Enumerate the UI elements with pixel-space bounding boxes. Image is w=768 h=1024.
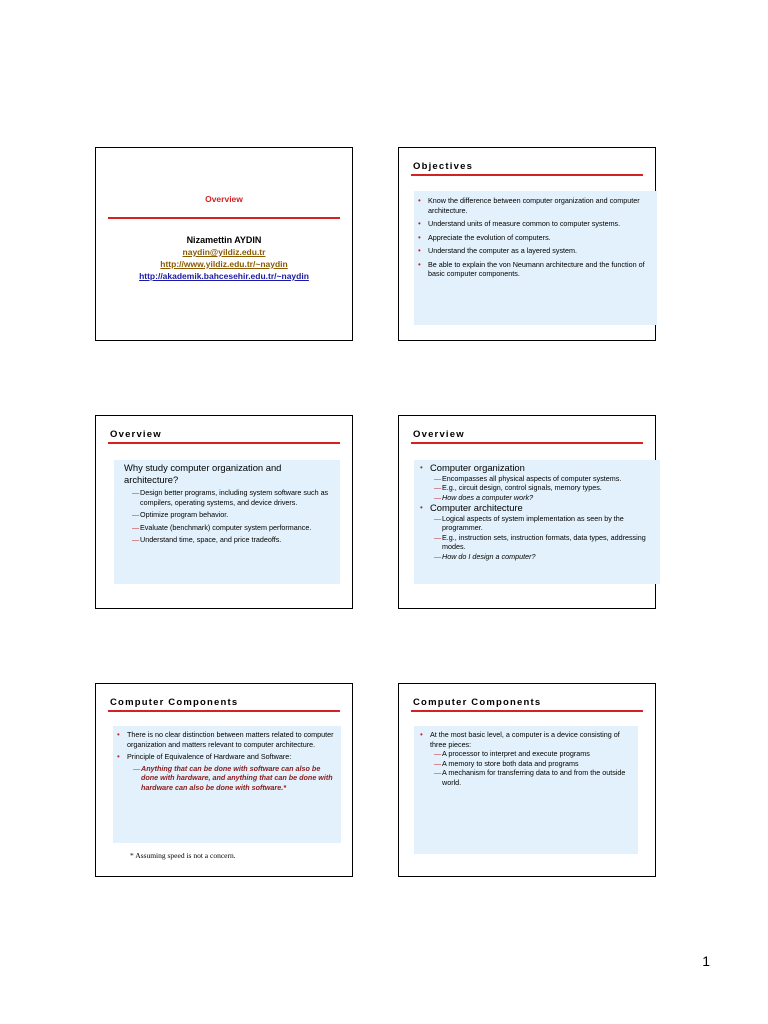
title-rule [108, 442, 340, 444]
list-item: — Design better programs, including system software such as compilers, operating systems, and device drivers. [132, 488, 329, 507]
slide-2-title: Objectives [413, 161, 474, 172]
slide-3-title: Overview [110, 429, 162, 440]
list-item: • Appreciate the evolution of computers. [418, 232, 551, 242]
list-item: — E.g., circuit design, control signals, memory types. [434, 483, 602, 492]
slide-3 [95, 415, 353, 609]
list-item: — Encompasses all physical aspects of computer systems. [434, 473, 622, 483]
list-item: — A mechanism for transferring data to and from the outside world. [434, 768, 626, 787]
list-item: — How does a computer work? [434, 492, 534, 502]
org-heading: • Computer organization [420, 462, 525, 473]
title-rule [108, 710, 340, 712]
list-item: — Logical aspects of system implementation as seen by the programmer. [434, 513, 624, 532]
objectives-panel [414, 191, 657, 325]
list-item: • Principle of Equivalence of Hardware and Software: [117, 752, 292, 761]
slide-4 [398, 415, 656, 609]
list-item: • Understand the computer as a layered system. [418, 246, 578, 255]
list-item: — Evaluate (benchmark) computer system performance. [132, 522, 312, 532]
slide-1-title: Overview [205, 194, 243, 204]
author-name: Nizamettin AYDIN [186, 235, 262, 245]
slide-6-title: Computer Components [413, 697, 542, 708]
why-study-panel [114, 460, 340, 584]
footnote: * Assuming speed is not a concern. [130, 851, 236, 860]
list-item: — Optimize program behavior. [132, 510, 229, 519]
bahcesehir-url-link[interactable]: http://akademik.bahcesehir.edu.tr/~naydin [139, 271, 309, 281]
email-link[interactable]: naydin@yildiz.edu.tr [182, 247, 266, 257]
list-item: — A processor to interpret and execute programs [434, 749, 590, 758]
page-number: 1 [702, 953, 710, 969]
why-study-question: Why study computer organization and architecture? [124, 462, 282, 485]
list-item: • Know the difference between computer organization and computer architecture. [418, 196, 640, 215]
components-panel [414, 726, 638, 854]
slide-1 [95, 147, 353, 341]
list-item: — Understand time, space, and price tradeoffs. [132, 535, 282, 544]
list-item: — How do I design a computer? [434, 551, 536, 561]
title-rule [411, 174, 643, 176]
slide-2 [398, 147, 656, 341]
title-rule [411, 442, 643, 444]
list-item: — E.g., instruction sets, instruction formats, data types, addressing modes. [434, 532, 646, 551]
list-item: • There is no clear distinction between matters related to computer organization and matters relevant to computer architecture. [117, 730, 334, 749]
list-item: — A memory to store both data and programs [434, 758, 579, 768]
slide-6 [398, 683, 656, 877]
list-item: • Be able to explain the von Neumann architecture and the function of basic computer components. [418, 259, 645, 278]
equivalence-quote: — Anything that can be done with software can also be done with hardware, and anything that can be done with hardware can also be done with software.* [133, 763, 333, 792]
equivalence-panel [113, 726, 341, 843]
slide-5-title: Computer Components [110, 697, 239, 708]
list-item: • At the most basic level, a computer is a device consisting of three pieces: [420, 730, 620, 749]
title-rule [411, 710, 643, 712]
yildiz-url-link[interactable]: http://www.yildiz.edu.tr/~naydin [160, 259, 288, 269]
slide-5 [95, 683, 353, 877]
org-arch-panel [414, 460, 660, 584]
title-rule [108, 217, 340, 219]
arch-heading: • Computer architecture [420, 502, 523, 513]
list-item: • Understand units of measure common to computer systems. [418, 219, 621, 228]
slide-4-title: Overview [413, 429, 465, 440]
